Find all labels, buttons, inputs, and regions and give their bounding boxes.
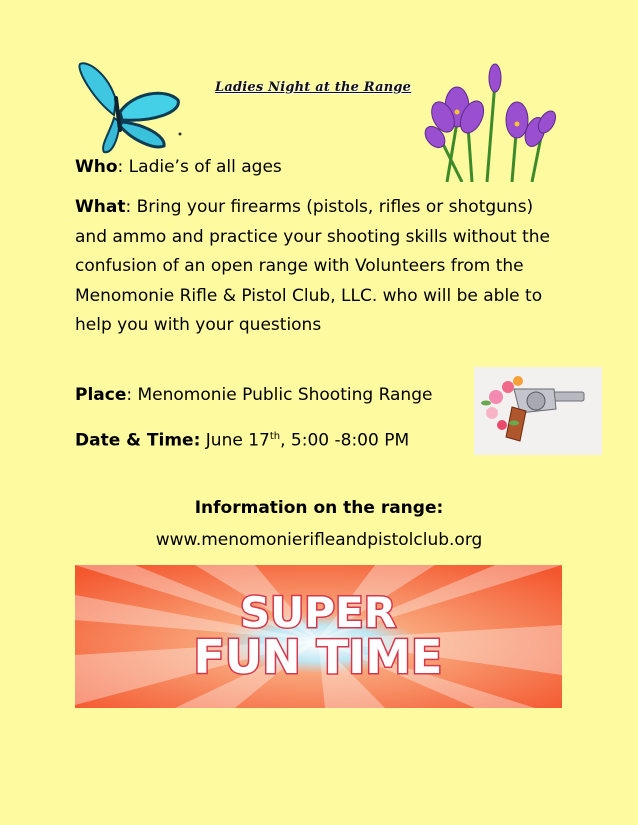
crocus-flowers-image xyxy=(417,62,562,182)
flyer-title: Ladies Night at the Range xyxy=(215,80,412,95)
banner-line-fun-time: FUN TIME xyxy=(193,630,443,684)
who-line xyxy=(75,153,282,182)
who-value: : Ladie’s of all ages xyxy=(117,157,282,177)
date-value: June 17 xyxy=(200,430,270,451)
butterfly-image xyxy=(74,60,186,160)
what-value: : Bring your firearms (pistols, rifles or shotguns) and ammo and practice your shooting skills without the confusion of an open range with Volunteers from the Menomonie Rifle & Pistol Club, LLC. who will be able to help you with your questions xyxy=(75,197,551,335)
super-fun-time-banner xyxy=(75,565,562,708)
place-value: : Menomonie Public Shooting Range xyxy=(126,385,433,405)
info-heading: Information on the range: xyxy=(194,498,444,518)
who-label: Who xyxy=(75,157,118,177)
date-ordinal: th xyxy=(269,431,281,442)
what-paragraph xyxy=(75,193,555,341)
date-time-label: Date & Time: xyxy=(75,430,201,451)
time-value: , 5:00 -8:00 PM xyxy=(280,430,410,451)
club-website-url: www.menomonierifleandpistolclub.org xyxy=(155,530,483,550)
what-label: What xyxy=(75,197,126,217)
place-label: Place xyxy=(75,385,127,405)
banner-line-super: SUPER xyxy=(239,588,397,637)
place-line xyxy=(75,381,432,410)
date-time-line xyxy=(75,422,409,456)
floral-revolver-image xyxy=(474,367,602,455)
